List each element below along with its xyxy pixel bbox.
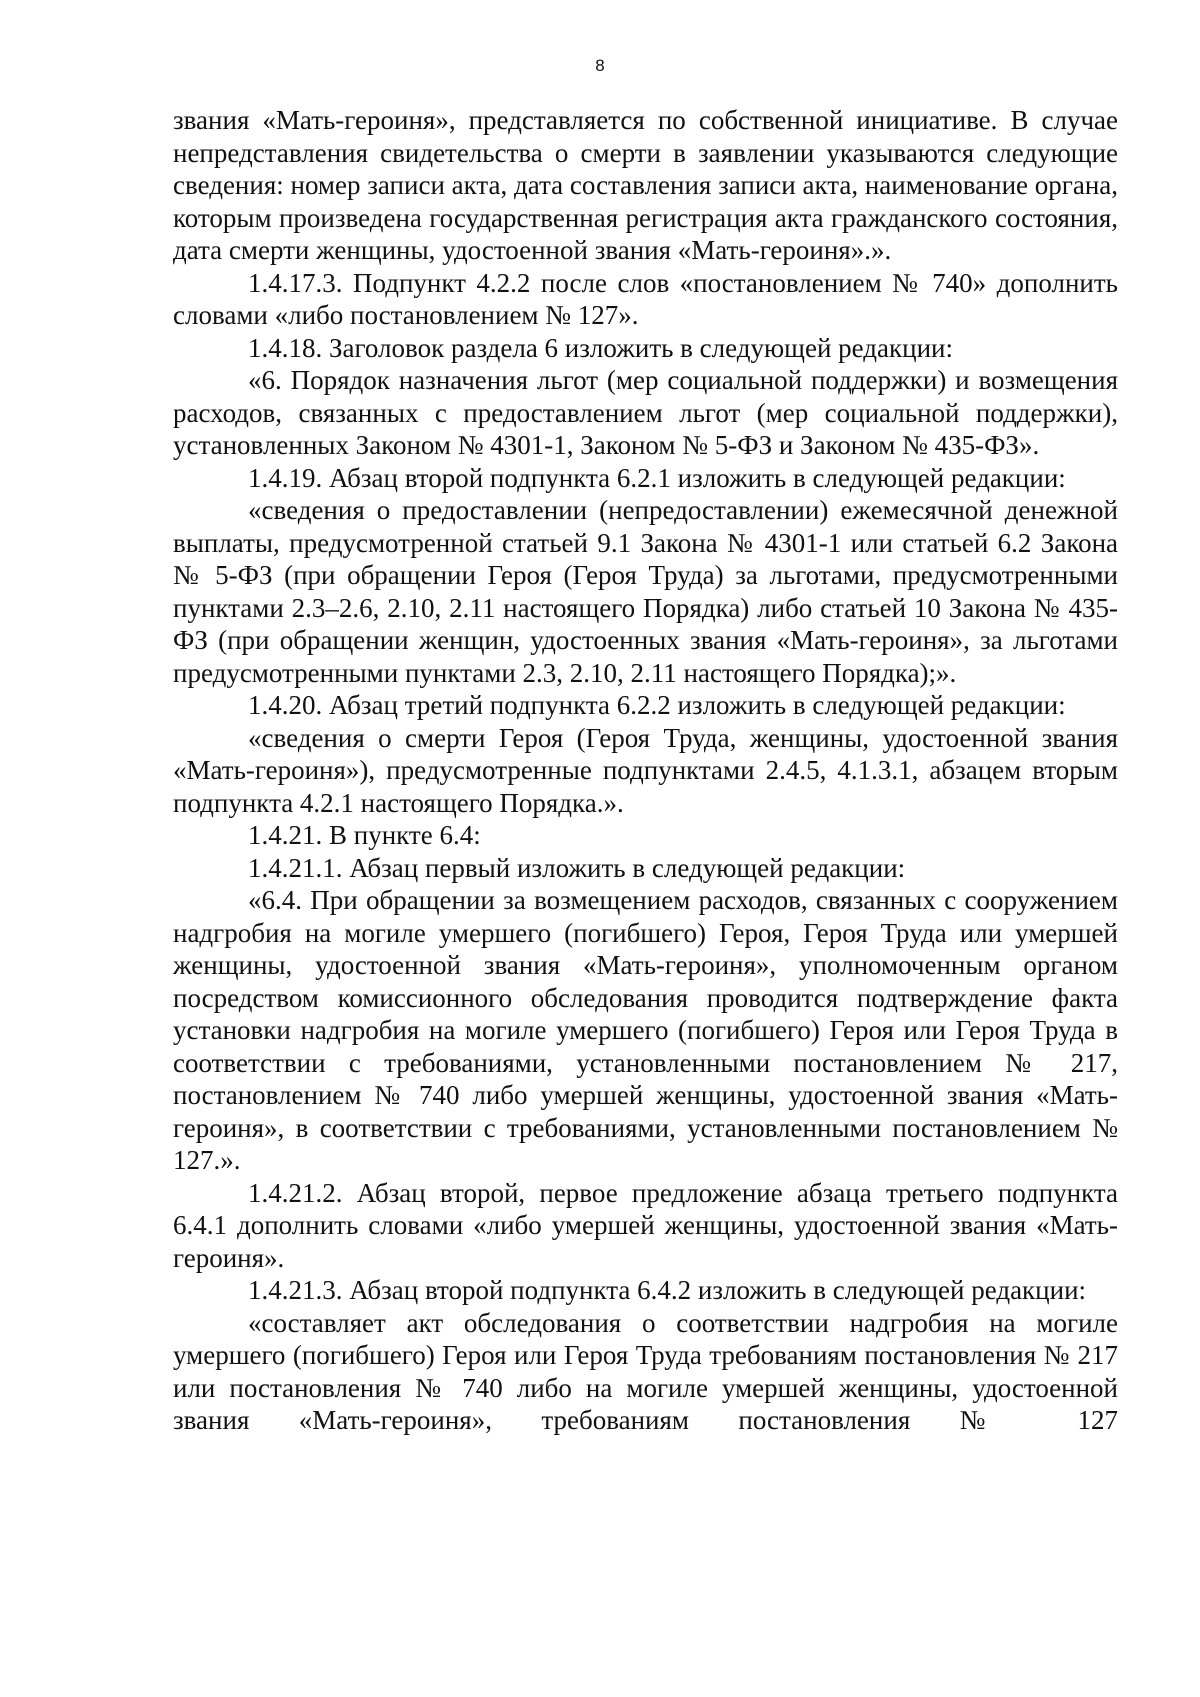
paragraph: 1.4.19. Абзац второй подпункта 6.2.1 изложить в следующей редакции: xyxy=(248,462,1066,493)
paragraph: 1.4.20. Абзац третий подпункта 6.2.2 изложить в следующей редакции: xyxy=(248,690,1066,720)
paragraph: «сведения о смерти Героя (Героя Труда, женщины, удостоенной звания «Мать-героиня»), предусмотренные подпунктами 2.4.5, 4.1.3.1, абзацем вторым подпункта 4.2.1 настоящего Порядка.». xyxy=(173,722,1118,818)
paragraph: 1.4.21. В пункте 6.4: xyxy=(248,820,481,850)
paragraph: «составляет акт обследования о соответствии надгробия на могиле умершего (погибшего) Героя или Героя Труда требованиям постановления № 217 или постановления № 740 либо на могиле умершей женщины, удостоенной звания «Мать-героиня», требованиям постановления № 127 xyxy=(173,1307,1118,1435)
paragraph: «6. Порядок назначения льгот (мер социальной поддержки) и возмещения расходов, связанных с предоставлением льгот (мер социальной поддержки), установленных Законом № 4301-1, Законом № 5-ФЗ и Законом № 435-ФЗ». xyxy=(173,365,1118,460)
paragraph: 1.4.17.3. Подпункт 4.2.2 после слов «постановлением № 740» дополнить словами «либо постановлением № 127». xyxy=(173,267,1118,330)
document-body xyxy=(173,104,1118,1437)
paragraph: звания «Мать-героиня», представляется по собственной инициативе. В случае непредставления свидетельства о смерти в заявлении указываются следующие сведения: номер записи акта, дата составления записи акта, наименование органа, которым произведена государственная регистрация акта гражданского состояния, дата смерти женщины, удостоенной звания «Мать-героиня».». xyxy=(173,105,1118,265)
paragraph: 1.4.21.1. Абзац первый изложить в следующей редакции: xyxy=(248,852,906,883)
paragraph: 1.4.21.3. Абзац второй подпункта 6.4.2 изложить в следующей редакции: xyxy=(248,1275,1087,1305)
paragraph: 1.4.18. Заголовок раздела 6 изложить в следующей редакции: xyxy=(248,332,953,363)
paragraph: «сведения о предоставлении (непредоставлении) ежемесячной денежной выплаты, предусмотренной статьей 9.1 Закона № 4301-1 или статьей 6.2 Закона № 5-ФЗ (при обращении Героя (Героя Труда) за льготами, предусмотренными пунктами 2.3–2.6, 2.10, 2.11 настоящего Порядка) либо статьей 10 Закона № 435-ФЗ (при обращении женщин, удостоенных звания «Мать-героиня», за льготами предусмотренными пунктами 2.3, 2.10, 2.11 настоящего Порядка);». xyxy=(173,495,1118,688)
paragraph: 1.4.21.2. Абзац второй, первое предложение абзаца третьего подпункта 6.4.1 дополнить словами «либо умершей женщины, удостоенной звания «Мать-героиня». xyxy=(173,1177,1118,1273)
page-number: 8 xyxy=(595,56,605,75)
paragraph: «6.4. При обращении за возмещением расходов, связанных с сооружением надгробия на могиле умершего (погибшего) Героя, Героя Труда или умершей женщины, удостоенной звания «Мать-героиня», уполномоченным органом посредством комиссионного обследования проводится подтверждение факта установки надгробия на могиле умершего (погибшего) Героя или Героя Труда в соответствии с требованиями, установленными постановлением № 217, постановлением № 740 либо умершей женщины, удостоенной звания «Мать-героиня», в соответствии с требованиями, установленными постановлением № 127.». xyxy=(173,885,1118,1175)
